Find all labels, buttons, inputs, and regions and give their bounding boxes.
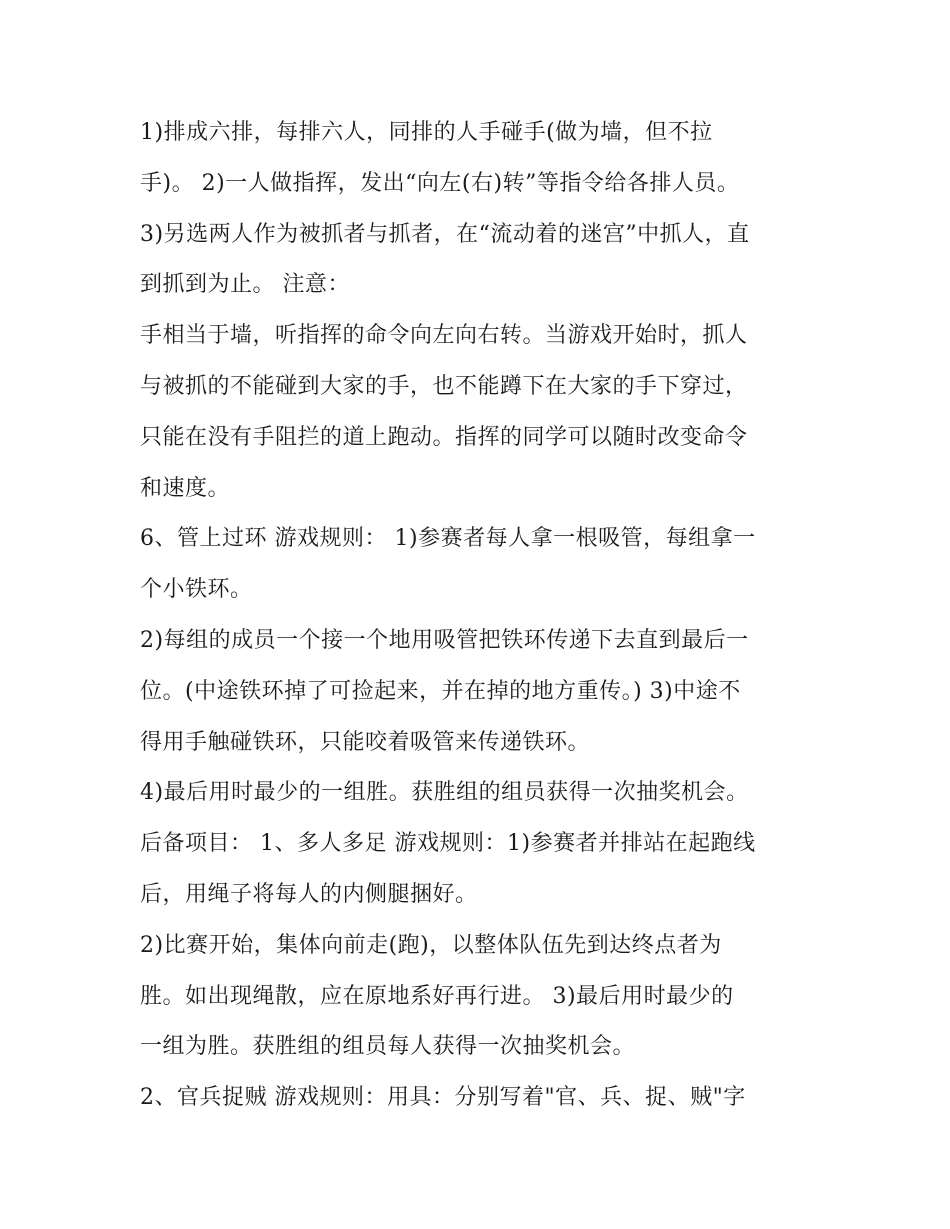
text-line: 后备项目： 1、多人多足 游戏规则：1)参赛者并排站在起跑线 — [140, 831, 756, 857]
text-line: 3)另选两人作为被抓者与抓者，在“流动着的迷宫”中抓人，直 — [140, 221, 750, 247]
text-line: 手相当于墙，听指挥的命令向左向右转。当游戏开始时，抓人 — [140, 323, 748, 349]
text-line: 胜。如出现绳散，应在原地系好再行进。 3)最后用时最少的 — [140, 983, 734, 1009]
text-line: 一组为胜。获胜组的组员每人获得一次抽奖机会。 — [140, 1034, 636, 1060]
text-line: 2)比赛开始，集体向前走(跑)，以整体队伍先到达终点者为 — [140, 932, 722, 958]
text-line: 只能在没有手阻拦的道上跑动。指挥的同学可以随时改变命令 — [140, 424, 748, 450]
text-line: 与被抓的不能碰到大家的手，也不能蹲下在大家的手下穿过， — [140, 373, 748, 399]
text-line: 2、官兵捉贼 游戏规则：用具：分别写着"官、兵、捉、贼"字 — [140, 1085, 746, 1111]
document-body — [140, 108, 820, 1124]
text-line: 6、管上过环 游戏规则： 1)参赛者每人拿一根吸管，每组拿一 — [140, 526, 756, 552]
text-line: 1)排成六排，每排六人，同排的人手碰手(做为墙，但不拉 — [140, 120, 713, 145]
text-line: 位。(中途铁环掉了可捡起来，并在掉的地方重传。) 3)中途不 — [140, 678, 741, 704]
text-line: 个小铁环。 — [140, 577, 253, 603]
text-line: 和速度。 — [140, 475, 231, 501]
text-line: 得用手触碰铁环，只能咬着吸管来传递铁环。 — [140, 729, 591, 755]
text-line: 4)最后用时最少的一组胜。获胜组的组员获得一次抽奖机会。 — [140, 780, 749, 806]
text-line: 手)。 2)一人做指挥，发出“向左(右)转”等指令给各排人员。 — [140, 170, 740, 196]
text-line: 到抓到为止。 注意： — [140, 272, 350, 298]
text-line: 后，用绳子将每人的内侧腿捆好。 — [140, 881, 478, 907]
text-line: 2)每组的成员一个接一个地用吸管把铁环传递下去直到最后一 — [140, 627, 749, 653]
